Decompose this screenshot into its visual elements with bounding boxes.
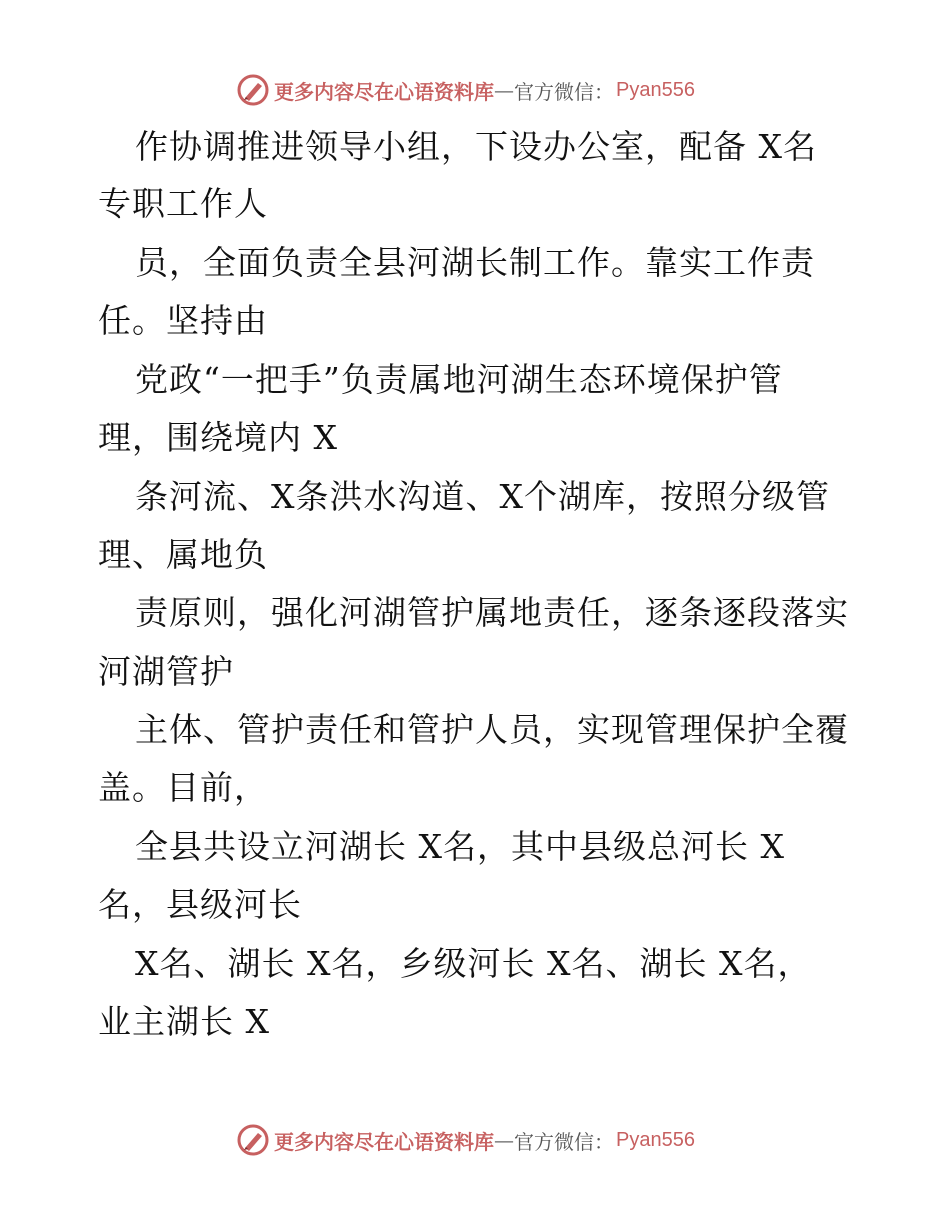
banner-separator: — xyxy=(494,78,514,102)
body-line: 员，全面负责全县河湖长制工作。靠实工作责 xyxy=(135,243,815,282)
body-line: 条河流、X条洪水沟道、X个湖库，按照分级管 xyxy=(135,477,830,516)
wechat-id: Pyan556 xyxy=(616,78,695,101)
body-line: 任。坚持由 xyxy=(98,301,268,340)
pen-logo-icon xyxy=(236,1123,270,1157)
body-line: 主体、管护责任和管护人员，实现管理保护全覆 xyxy=(135,710,849,749)
body-line: X名、湖长 X名，乡级河长 X名、湖长 X名， xyxy=(135,944,812,983)
wechat-id: Pyan556 xyxy=(616,1128,695,1151)
brand-name: 更多内容尽在心语资料库 xyxy=(274,79,494,104)
body-line: 责原则，强化河湖管护属地责任，逐条逐段落实 xyxy=(135,593,849,632)
body-line: 业主湖长 X xyxy=(98,1002,270,1041)
wechat-label: 官方微信： xyxy=(514,1129,614,1154)
body-line: 全县共设立河湖长 X名，其中县级总河长 X xyxy=(135,827,785,866)
body-line: 理、属地负 xyxy=(98,535,268,574)
wechat-label: 官方微信： xyxy=(514,79,614,104)
brand-name: 更多内容尽在心语资料库 xyxy=(274,1129,494,1154)
footer-watermark-banner xyxy=(236,1122,756,1158)
banner-separator: — xyxy=(494,1128,514,1152)
body-line: 作协调推进领导小组，下设办公室，配备 X名 xyxy=(135,127,817,166)
body-line: 河湖管护 xyxy=(98,652,234,691)
body-line: 专职工作人 xyxy=(98,184,268,223)
body-line: 名，县级河长 xyxy=(98,885,302,924)
body-line: 理，围绕境内 X xyxy=(98,418,338,457)
body-line: 盖。目前， xyxy=(98,768,268,807)
body-line: 党政“一把手”负责属地河湖生态环境保护管 xyxy=(135,360,783,399)
